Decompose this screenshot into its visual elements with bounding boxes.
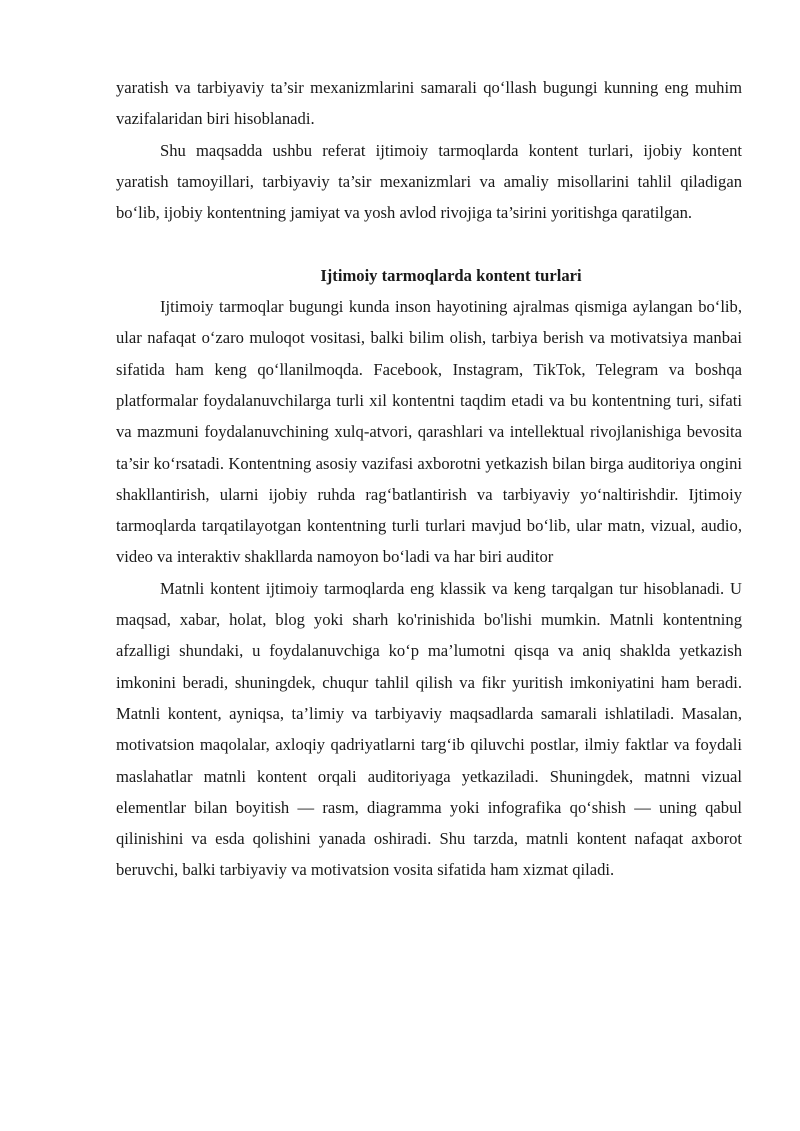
body-paragraph-1: Ijtimoiy tarmoqlar bugungi kunda inson hayotining ajralmas qismiga aylangan bo‘lib, ular nafaqat o‘zaro muloqot vositasi, balki bilim olish, tarbiya berish va motivatsiya manbai sifatida ham keng qo‘llanilmoqda. Facebook, Instagram, TikTok, Telegram va boshqa platformalar foydalanuvchilarga turli xil kontentni taqdim etadi va bu kontentning turi, sifati va mazmuni foydalanuvchining xulq-atvori, qarashlari va intellektual rivojlanishiga bevosita ta’sir ko‘rsatadi. Kontentning asosiy vazifasi axborotni yetkazish bilan birga auditoriya ongini shakllantirish, ularni ijobiy ruhda rag‘batlantirish va tarbiyaviy yo‘naltirishdir. Ijtimoiy tarmoqlarda tarqatilayotgan kontentning turli turlari mavjud bo‘lib, ular matn, vizual, audio, video va interaktiv shakllarda namoyon bo‘ladi va har biri auditor [116, 297, 742, 567]
intro-continuation-paragraph: yaratish va tarbiyaviy ta’sir mexanizmlarini samarali qo‘llash bugungi kunning eng muhim vazifalaridan biri hisoblanadi. [116, 78, 742, 129]
section-spacer [116, 228, 742, 259]
section-heading: Ijtimoiy tarmoqlarda kontent turlari [320, 265, 582, 285]
body-paragraph-2: Matnli kontent ijtimoiy tarmoqlarda eng klassik va keng tarqalgan tur hisoblanadi. U maqsad, xabar, holat, blog yoki sharh ko'rinishida bo'lishi mumkin. Matnli kontentning afzalligi shundaki, u foydalanuvchiga ko‘p ma’lumotni qisqa va aniq shaklda yetkazish imkonini beradi, shuningdek, chuqur tahlil qilish va fikr yuritish imkoniyatini ham beradi. Matnli kontent, ayniqsa, ta’limiy va tarbiyaviy maqsadlarda samarali ishlatiladi. Masalan, motivatsion maqolalar, axloqiy qadriyatlarni targ‘ib qiluvchi postlar, ilmiy faktlar va foydali maslahatlar matnli kontent orqali auditoriyaga yetkaziladi. Shuningdek, matnni vizual elementlar bilan boyitish — rasm, diagramma yoki infografika qo‘shish — uning qabul qilinishini va esda qolishini yanada oshiradi. Shu tarzda, matnli kontent nafaqat axborot beruvchi, balki tarbiyaviy va motivatsion vosita sifatida ham xizmat qiladi. [116, 578, 742, 880]
intro-purpose-paragraph: Shu maqsadda ushbu referat ijtimoiy tarmoqlarda kontent turlari, ijobiy kontent yaratish tamoyillari, tarbiyaviy ta’sir mexanizmlari va amaliy misollarini tahlil qiladigan bo‘lib, ijobiy kontentning jamiyat va yosh avlod rivojiga ta’sirini yoritishga qaratilgan. [116, 140, 742, 223]
document-page [116, 72, 742, 886]
